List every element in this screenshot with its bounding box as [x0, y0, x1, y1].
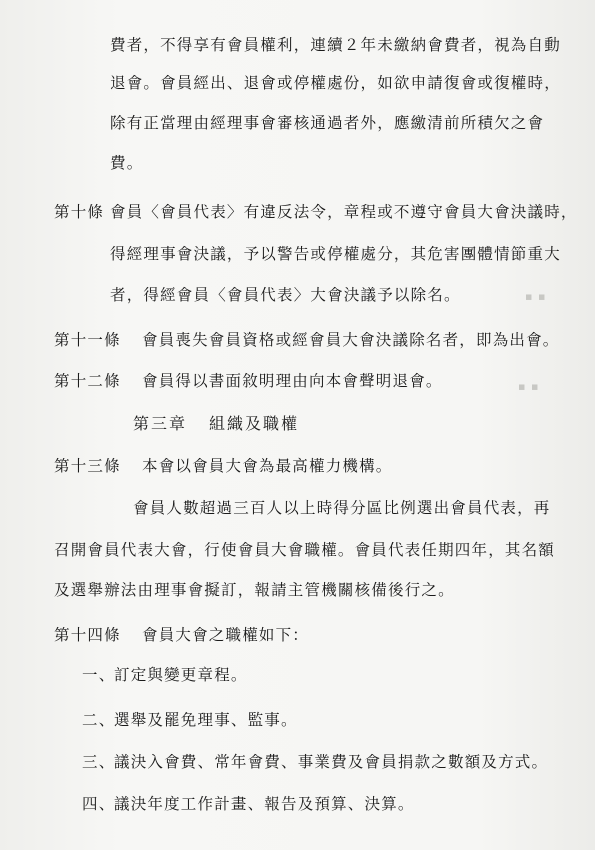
list-item-text: 選舉及罷免理事、監事。	[114, 711, 298, 729]
continuation-line: 費者，不得享有會員權利，連續２年未繳納會費者，視為自動	[110, 36, 561, 54]
bleed-through-mark: ▪ ▪	[518, 380, 540, 393]
article-label: 第十一條	[54, 331, 121, 349]
list-item	[82, 663, 248, 685]
article-text: 本會以會員大會為最高權力機構。	[142, 457, 393, 475]
article-text: 會員喪失會員資格或經會員大會決議除名者，即為出會。	[142, 331, 560, 349]
article-13-paragraph: 召開會員代表大會，行使會員大會職權。會員代表任期四年，其名額	[54, 541, 556, 559]
article-10	[54, 200, 578, 222]
continuation-line: 費。	[110, 154, 144, 172]
chapter-title: 組織及職權	[209, 414, 300, 433]
list-item	[82, 792, 415, 814]
article-label: 第十四條	[54, 626, 121, 644]
list-item-number: 四、	[82, 795, 116, 813]
article-14	[54, 623, 309, 645]
list-item-number: 二、	[82, 711, 116, 729]
list-item-text: 議決年度工作計畫、報告及預算、決算。	[114, 795, 415, 813]
article-10-line: 得經理事會決議，予以警告或停權處分，其危害團體情節重大	[110, 245, 561, 263]
article-text: 會員〈會員代表〉有違反法令，章程或不遵守會員大會決議時，	[110, 203, 578, 221]
article-12	[54, 369, 443, 391]
chapter-heading	[133, 411, 299, 434]
list-item	[82, 750, 548, 772]
article-13-paragraph: 會員人數超過三百人以上時得分區比例選出會員代表，再	[133, 499, 551, 517]
article-text: 會員大會之職權如下：	[142, 626, 310, 644]
list-item-text: 訂定與變更章程。	[114, 666, 248, 684]
article-text: 會員得以書面敘明理由向本會聲明退會。	[142, 372, 443, 390]
continuation-line: 退會。會員經出、退會或停權處份，如欲申請復會或復權時，	[110, 74, 561, 92]
list-item-number: 三、	[82, 753, 116, 771]
bleed-through-mark: ▪ ▪	[525, 290, 547, 303]
article-11	[54, 328, 560, 350]
list-item-text: 議決入會費、常年會費、事業費及會員捐款之數額及方式。	[114, 753, 549, 771]
list-item	[82, 708, 298, 730]
chapter-number: 第三章	[133, 414, 188, 433]
article-label: 第十條	[54, 203, 105, 221]
article-label: 第十二條	[54, 372, 121, 390]
article-13-paragraph: 及選舉辦法由理事會擬訂，報請主管機關核備後行之。	[54, 581, 455, 599]
continuation-line: 除有正當理由經理事會審核通過者外，應繳清前所積欠之會	[110, 114, 545, 132]
article-10-line: 者，得經會員〈會員代表〉大會決議予以除名。	[110, 286, 461, 304]
list-item-number: 一、	[82, 666, 116, 684]
article-13	[54, 454, 393, 476]
article-label: 第十三條	[54, 457, 121, 475]
